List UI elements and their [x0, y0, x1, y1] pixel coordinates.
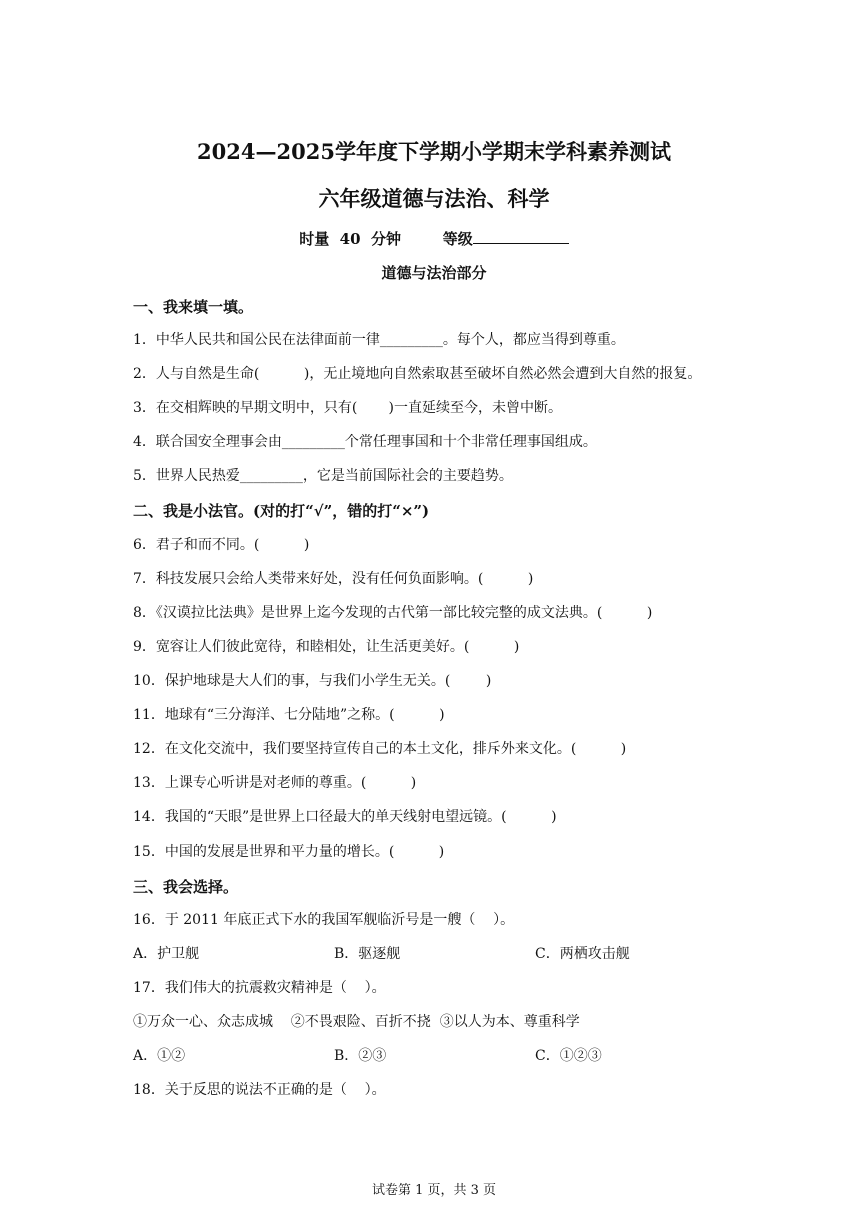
- question-item: 15．中国的发展是世界和平力量的增长。( ): [133, 844, 445, 860]
- question-item: 12．在文化交流中，我们要坚持宣传自己的本土文化，排斥外来文化。( ): [133, 741, 627, 757]
- question-item: 4．联合国安全理事会由_________个常任理事国和十个非常任理事国组成。: [133, 434, 597, 450]
- question-item: 13．上课专心听讲是对老师的尊重。( ): [133, 775, 417, 791]
- question-item: 5．世界人民热爱_________，它是当前国际社会的主要趋势。: [133, 468, 513, 484]
- part-title: 道德与法治部分: [381, 264, 487, 282]
- question-item: 6．君子和而不同。( ): [133, 537, 310, 553]
- option-b: B．驱逐舰: [334, 946, 401, 962]
- option-c: C．①②③: [535, 1048, 602, 1064]
- question-item: 10．保护地球是大人们的事，与我们小学生无关。( ): [133, 673, 492, 689]
- exam-meta: [0, 228, 868, 249]
- question-item: 9．宽容让人们彼此宽待，和睦相处，让生活更美好。( ): [133, 639, 520, 655]
- question-item: 18．关于反思的说法不正确的是（ ）。: [133, 1082, 386, 1098]
- section-title: 三、我会选择。: [133, 878, 239, 896]
- question-item: 17．我们伟大的抗震救灾精神是（ ）。: [133, 980, 386, 996]
- time-label: 时量 40 分钟: [299, 230, 401, 248]
- grade-label: 等级: [442, 230, 473, 248]
- question-item: 7．科技发展只会给人类带来好处，没有任何负面影响。( ): [133, 571, 534, 587]
- question-item: 16．于 2011 年底正式下水的我国军舰临沂号是一艘（ ）。: [133, 912, 515, 928]
- question-item: 1．中华人民共和国公民在法律面前一律_________。每个人，都应当得到尊重。: [133, 332, 625, 348]
- option-b: B．②③: [334, 1048, 387, 1064]
- grade-blank: [473, 229, 569, 244]
- question-item: 8．《汉谟拉比法典》是世界上迄今发现的古代第一部比较完整的成文法典。( ): [133, 605, 653, 621]
- option-c: C．两栖攻击舰: [535, 946, 630, 962]
- exam-title: 2024—2025学年度下学期小学期末学科素养测试: [197, 139, 671, 164]
- question-item: 11．地球有“三分海洋、七分陆地”之称。( ): [133, 707, 445, 723]
- question-statements: ①万众一心、众志成城 ②不畏艰险、百折不挠 ③以人为本、尊重科学: [133, 1014, 580, 1030]
- question-item: 3．在交相辉映的早期文明中，只有( )一直延续至今，未曾中断。: [133, 400, 562, 416]
- option-a: A．①②: [133, 1048, 186, 1064]
- section-title: 二、我是小法官。(对的打“√”，错的打“×”): [133, 502, 430, 520]
- option-a: A．护卫舰: [133, 946, 200, 962]
- page-footer: 试卷第 1 页，共 3 页: [371, 1183, 497, 1198]
- exam-subtitle: 六年级道德与法治、科学: [318, 186, 550, 211]
- question-item: 14．我国的“天眼”是世界上口径最大的单天线射电望远镜。( ): [133, 809, 557, 825]
- section-title: 一、我来填一填。: [133, 298, 254, 316]
- question-item: 2．人与自然是生命( )，无止境地向自然索取甚至破坏自然必然会遭到大自然的报复。: [133, 366, 702, 382]
